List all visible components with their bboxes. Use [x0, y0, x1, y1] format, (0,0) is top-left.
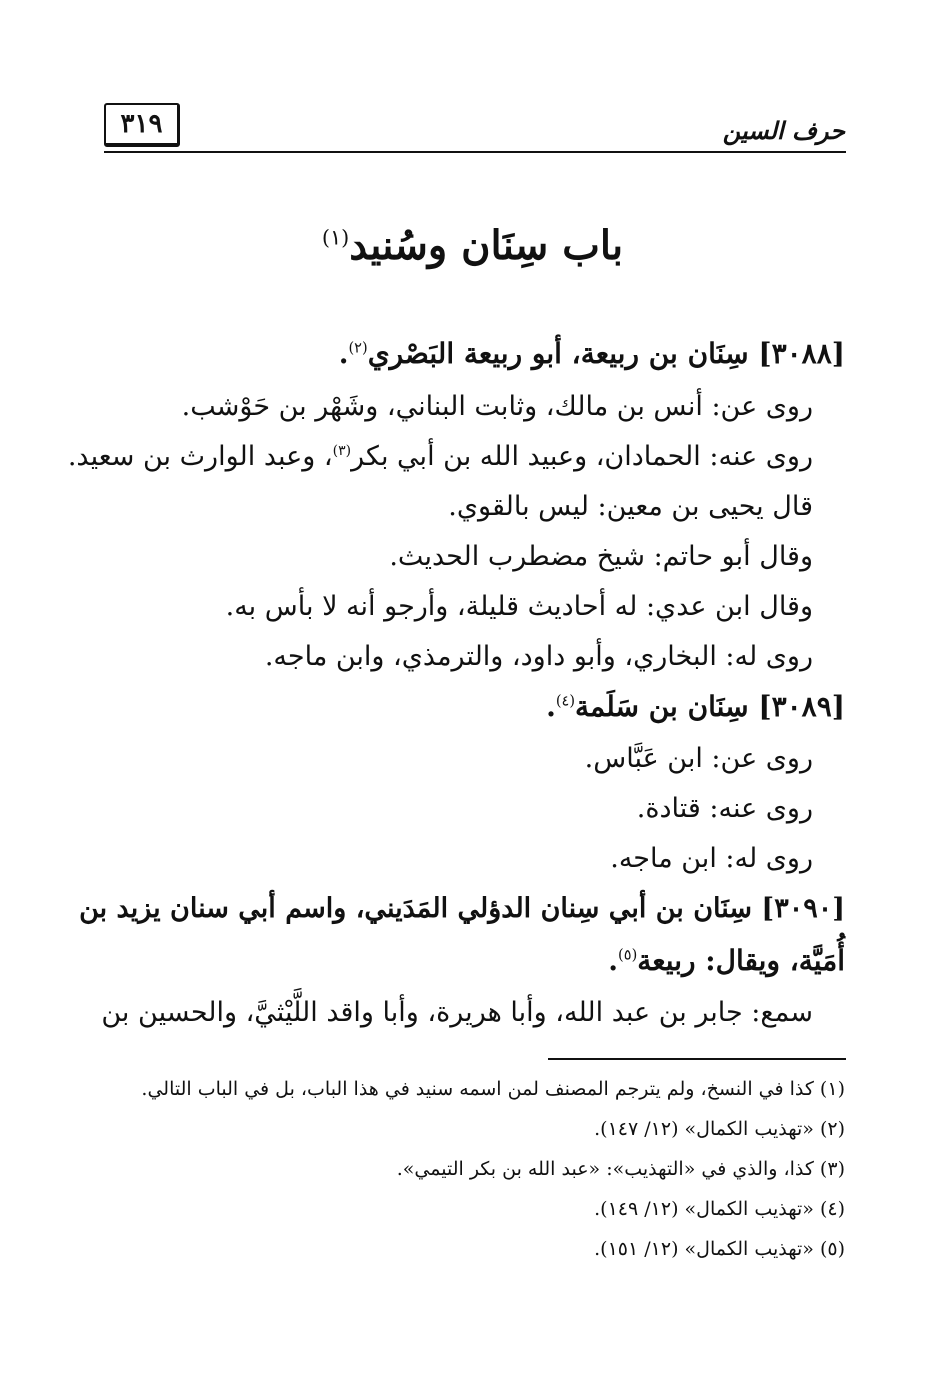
- body-line: سمع: جابر بن عبد الله، وأبا هريرة، وأبا واقد اللَّيْثيَّ، والحسين بن: [101, 997, 813, 1028]
- footnote-marker: (٢): [348, 339, 368, 357]
- body-line: روى عن: أنس بن مالك، وثابت البناني، وشَهْر بن حَوْشب.: [181, 391, 813, 422]
- footnote-rule: [548, 1058, 846, 1060]
- footnote-marker: (٤): [555, 692, 576, 710]
- body-line: روى عنه: قتادة.: [636, 793, 813, 824]
- body-line: قال يحيى بن معين: ليس بالقوي.: [448, 491, 813, 522]
- footnote: (٤) «تهذيب الكمال» (١٢/ ١٤٩).: [594, 1198, 845, 1220]
- footnote: (٣) كذا، والذي في «التهذيب»: «عبد الله بن بكر التيمي».: [396, 1158, 845, 1180]
- footnote-marker: (١): [321, 225, 350, 250]
- running-head: حرف السين: [722, 116, 845, 145]
- entry-heading-3089: [546, 683, 845, 731]
- entry-heading-end: .: [338, 337, 349, 370]
- entry-heading-3090-cont: [608, 937, 845, 985]
- page-number: ٣١٩: [120, 109, 163, 139]
- footnote: (١) كذا في النسخ، ولم يترجم المصنف لمن اسمه سنيد في هذا الباب، بل في الباب التالي.: [141, 1078, 845, 1100]
- header-rule: [104, 151, 846, 153]
- body-line: وقال أبو حاتم: شيخ مضطرب الحديث.: [389, 541, 813, 572]
- entry-heading-end: .: [546, 690, 556, 723]
- entry-heading-3090: [٣٠٩٠] سِنَان بن أبي سِنان الدؤلي المَدَيني، واسم أبي سنان يزيد بن: [79, 893, 845, 924]
- chapter-title-text: باب سِنَان وسُنيد: [349, 222, 624, 269]
- body-line: [68, 433, 813, 481]
- entry-heading-end: .: [608, 944, 619, 977]
- body-line: روى عن: ابن عَبَّاس.: [584, 743, 813, 774]
- footnote-marker: (٥): [618, 946, 638, 964]
- entry-heading-text: [٣٠٨٨] سِنَان بن ربيعة، أبو ربيعة البَصْري: [367, 337, 845, 370]
- body-line: روى له: ابن ماجه.: [610, 843, 813, 874]
- body-line: روى له: البخاري، وأبو داود، والترمذي، وابن ماجه.: [264, 641, 813, 672]
- footnote-marker: (٣): [332, 443, 352, 459]
- entry-heading-text: أُمَيَّة، ويقال: ربيعة: [637, 944, 845, 977]
- body-text: روى عنه: الحمادان، وعبيد الله بن أبي بكر: [351, 441, 813, 472]
- body-line: وقال ابن عدي: له أحاديث قليلة، وأرجو أنه لا بأس به.: [225, 591, 813, 622]
- footnote: (٢) «تهذيب الكمال» (١٢/ ١٤٧).: [594, 1118, 845, 1140]
- page-number-box: [104, 103, 180, 147]
- body-text: ، وعبد الوارث بن سعيد.: [67, 441, 333, 472]
- entry-heading-3088: [339, 330, 845, 378]
- entry-heading-text: [٣٠٨٩] سِنَان بن سَلَمة: [575, 690, 845, 723]
- chapter-title: [100, 218, 845, 274]
- footnote: (٥) «تهذيب الكمال» (١٢/ ١٥١).: [594, 1238, 845, 1260]
